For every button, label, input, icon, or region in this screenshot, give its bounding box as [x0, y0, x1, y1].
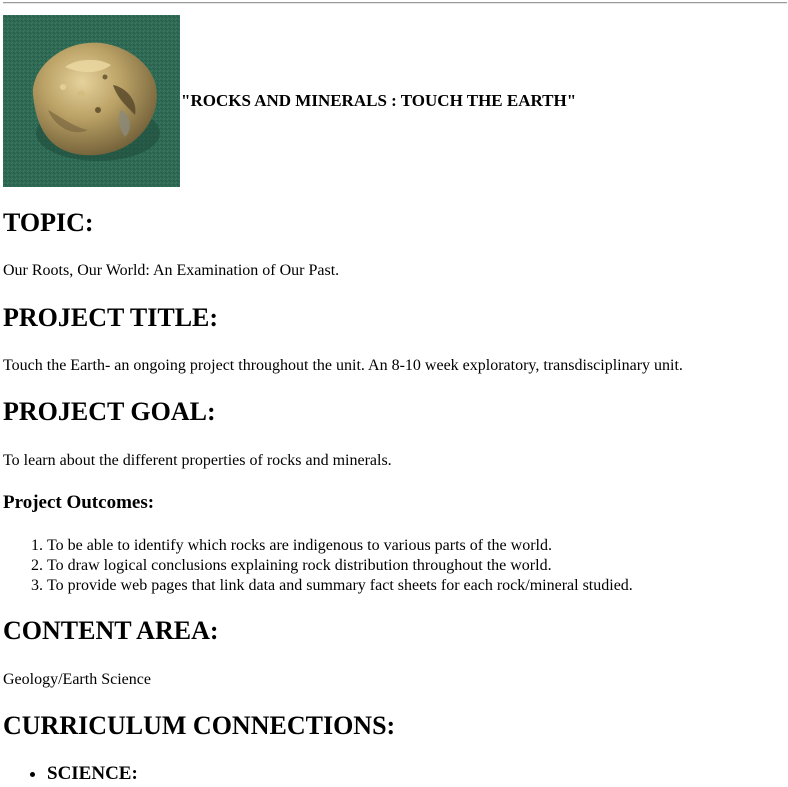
- page-title: "ROCKS AND MINERALS : TOUCH THE EARTH": [181, 91, 577, 110]
- page-header: [3, 15, 576, 187]
- project-title-heading: PROJECT TITLE:: [3, 303, 219, 332]
- curriculum-heading: CURRICULUM CONNECTIONS:: [3, 711, 396, 740]
- project-goal-heading: PROJECT GOAL:: [3, 397, 216, 426]
- list-item: 1. To be able to identify which rocks are indigenous to various parts of the world.: [47, 536, 633, 556]
- topic-heading: TOPIC:: [3, 208, 94, 237]
- topic-text: Our Roots, Our World: An Examination of Our Past.: [3, 262, 340, 279]
- curriculum-list: [3, 764, 138, 784]
- outcomes-heading: Project Outcomes:: [3, 492, 155, 513]
- project-goal-text: To learn about the different properties of rocks and minerals.: [3, 452, 392, 469]
- list-item: • SCIENCE:: [47, 764, 138, 784]
- outcomes-list: [3, 536, 633, 596]
- horizontal-rule: [3, 2, 787, 4]
- list-item: 2. To draw logical conclusions explaining rock distribution throughout the world.: [47, 556, 633, 576]
- project-title-text: Touch the Earth- an ongoing project throughout the unit. An 8-10 week exploratory, transdisciplinary unit.: [3, 357, 683, 374]
- rock-specimen-image: [3, 15, 180, 187]
- list-item: 3. To provide web pages that link data and summary fact sheets for each rock/mineral studied.: [47, 576, 633, 596]
- content-area-heading: CONTENT AREA:: [3, 616, 219, 645]
- content-area-text: Geology/Earth Science: [3, 671, 151, 688]
